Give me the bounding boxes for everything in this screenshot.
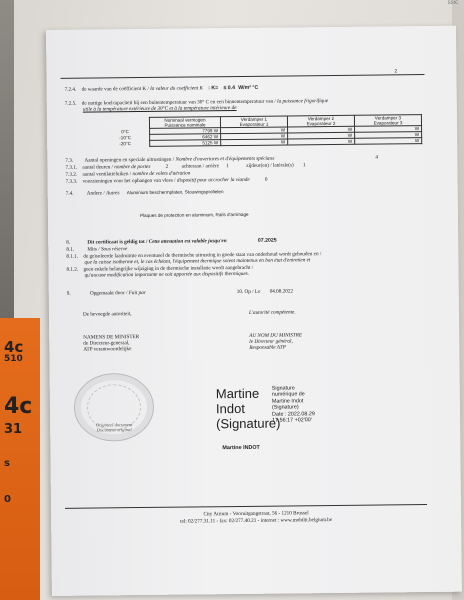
item-text-fr: Cette attestation est valable jusqu'en [148, 238, 227, 245]
row-label: -10°C [119, 135, 132, 141]
date-label: 10. Op / Le [236, 288, 261, 296]
competent-authority-fr: L'autorité compétente. [248, 309, 296, 316]
table-cell: 6462 W [150, 134, 221, 141]
item-number: 7.3. [65, 157, 74, 164]
item-number: 8. [66, 239, 71, 246]
side-value: 1 [302, 162, 306, 169]
seal-label: Origineel document Document original [95, 422, 133, 433]
item-7-3-3 [66, 177, 268, 185]
item-number: 7.2.4. [64, 86, 77, 93]
item-number: 7.3.1. [65, 164, 78, 171]
table-cell: W [288, 132, 355, 139]
orange-text-4: 31 [4, 422, 23, 437]
table-cell: W [221, 139, 288, 146]
certificate-page [46, 26, 462, 596]
background-orange-document [0, 318, 40, 600]
footer-rule [65, 504, 427, 509]
digital-signature-name: Martine Indot (Signature) [215, 385, 281, 432]
k-value: ≤ 0.4 [223, 85, 236, 92]
item-text: de waarde van de coëfficient K / [81, 85, 149, 93]
rear-value: 1 [226, 163, 229, 170]
table-cell: W [288, 138, 355, 145]
item-number: 7.4. [65, 190, 74, 197]
other-value: Aluminium beschermplaten, Stouwingsprofielen [126, 189, 224, 196]
item-text: de geïsoleerde laadruimte en eventueel de thermische uitrusting in goede staat van onderhoud wordt gehouden en / [83, 251, 322, 260]
openings-value: 4 [375, 154, 378, 161]
printed-signer-name: Martine INDOT [222, 444, 260, 452]
item-8-1-2-fr: qu'aucune modification importante ne soit apportée aux dispositifs thermiques. [84, 270, 249, 279]
item-text-fr: nombre de portes [114, 163, 151, 171]
item-text: Dit certificaat is geldig tot / [87, 238, 148, 246]
table-header: Verdamper 1 Evaporateur 1 [220, 116, 287, 128]
table-cell: W [288, 126, 355, 133]
item-number: 9. [66, 290, 71, 297]
table-cell: W [355, 126, 422, 133]
issue-date [237, 288, 293, 295]
orange-text-5: s [4, 458, 10, 469]
page-number: 2 [394, 68, 398, 74]
item-text-fr: Fait par [128, 289, 146, 297]
item-text: Aantal openingen en speciale uitrustingen / [84, 156, 175, 164]
item-8-1 [66, 246, 127, 253]
item-text-fr: nombre de volets d'aération [132, 170, 191, 178]
cooling-capacity-table [101, 114, 422, 147]
embossed-seal-stamp [74, 373, 155, 442]
item-8 [66, 238, 276, 246]
item-number: 8.1.1. [66, 253, 79, 260]
item-7-3-1 [65, 162, 305, 171]
item-text-fr: Nombre d'ouvertures et d'équipements spéciaux [175, 155, 275, 163]
minister-block-nl: NAMENS DE MINISTER de Directeur-generaal, ATP verantwoordelijke [83, 334, 140, 353]
orange-text-6: 0 [4, 494, 11, 505]
item-text: Opgemaakt door / [89, 290, 128, 297]
table-header: Verdamper 3 Evaporateur 3 [354, 115, 421, 127]
item-number: 7.3.2. [65, 171, 78, 178]
item-text: voorzieningen voor het ophangen van vlees / [82, 177, 176, 185]
orange-text-1: 4c [4, 338, 24, 356]
item-text: geen enkele belangrijke wijziging in de thermische installatie wordt aangebracht / [83, 264, 254, 273]
orange-text-3: 4c [4, 394, 33, 419]
side-label: zijdeur(en) / latérale(s) [246, 162, 294, 169]
item-9 [67, 290, 146, 297]
item-text: de nuttige koelcapaciteit bij een buitentemperatuur van 30° C en een binnentemperatuur van / [81, 98, 276, 107]
rear-label: achteraan / arrière [181, 163, 220, 170]
item-number: 7.3.3. [65, 178, 78, 185]
competent-authority-nl: De bevoegde autoriteit, [82, 311, 132, 318]
item-number: 7.2.5. [64, 100, 77, 107]
item-7-2-5-line2: utile à la température extérieure de 30°C et à la température intérieure de [82, 105, 237, 113]
table-cell: W [355, 132, 422, 139]
item-text-fr: dispositif pour accrocher la viande [176, 176, 250, 184]
table-cell: W [221, 133, 288, 140]
item-text: Andere / [86, 190, 105, 197]
meat-value: 0 [264, 176, 268, 183]
footer-contact: tel: 02/277.31.11 - fax: 02/277.40.21 - internet : www.mobilit.belgium.be [180, 517, 333, 525]
background-top-text: ssic [447, 0, 458, 6]
other-value-fr: Plaques de protection en aluminium, Rails d'arrimage [139, 211, 249, 219]
item-text: Mits / [87, 246, 100, 253]
item-text-fr: la puissance frigorifique [277, 98, 329, 105]
table-cell: 5125 W [150, 140, 221, 147]
item-text: aantal ventilatieluiken / [82, 171, 132, 178]
valid-until-value: 07.2025 [257, 237, 277, 244]
table-cell: W [221, 127, 288, 134]
date-value: 04.08.2022 [269, 288, 294, 295]
table-header: Nominaal vermogen Puissance nominale [149, 117, 220, 129]
doors-value: 2 [165, 163, 169, 170]
table-cell: W [355, 138, 422, 145]
row-label: -20°C [119, 141, 132, 147]
table-cell: 7799 W [150, 128, 221, 135]
item-text-fr: la valeur du coefficient K [150, 85, 203, 92]
header-rule [61, 74, 425, 79]
item-number: 8.1.2. [66, 266, 79, 273]
minister-block-fr: AU NOM DU MINISTRE le Directeur général, Responsable ATP [249, 332, 303, 351]
k-unit: W/m² °C [238, 84, 259, 91]
footer-address: City Atrium - Vooruitgangstraat, 56 - 1210 Brussel [203, 510, 309, 518]
orange-text-2: 510 [4, 354, 23, 364]
item-number: 8.1. [66, 246, 75, 253]
item-text: aantal deuren / [82, 164, 113, 171]
item-7-4 [66, 189, 224, 197]
item-7-2-4 [65, 85, 259, 93]
k-label: : K= [208, 85, 219, 92]
table-header: Verdamper 2 Evaporateur 2 [287, 115, 354, 127]
item-text-fr: Autres [106, 190, 120, 197]
digital-signature-details: Signature numérique de Martine Indot (Signature) Date : 2022.08.29 17:56:17 +02'00' [271, 385, 315, 424]
item-8-1-1-fr: que la caisse isotherme et, le cas échéant, l'équipement thermique soient maintenus en bon état d'entretien et [84, 257, 311, 266]
item-text-fr: Sous réserve [100, 246, 128, 253]
row-label: 0°C [121, 129, 129, 135]
